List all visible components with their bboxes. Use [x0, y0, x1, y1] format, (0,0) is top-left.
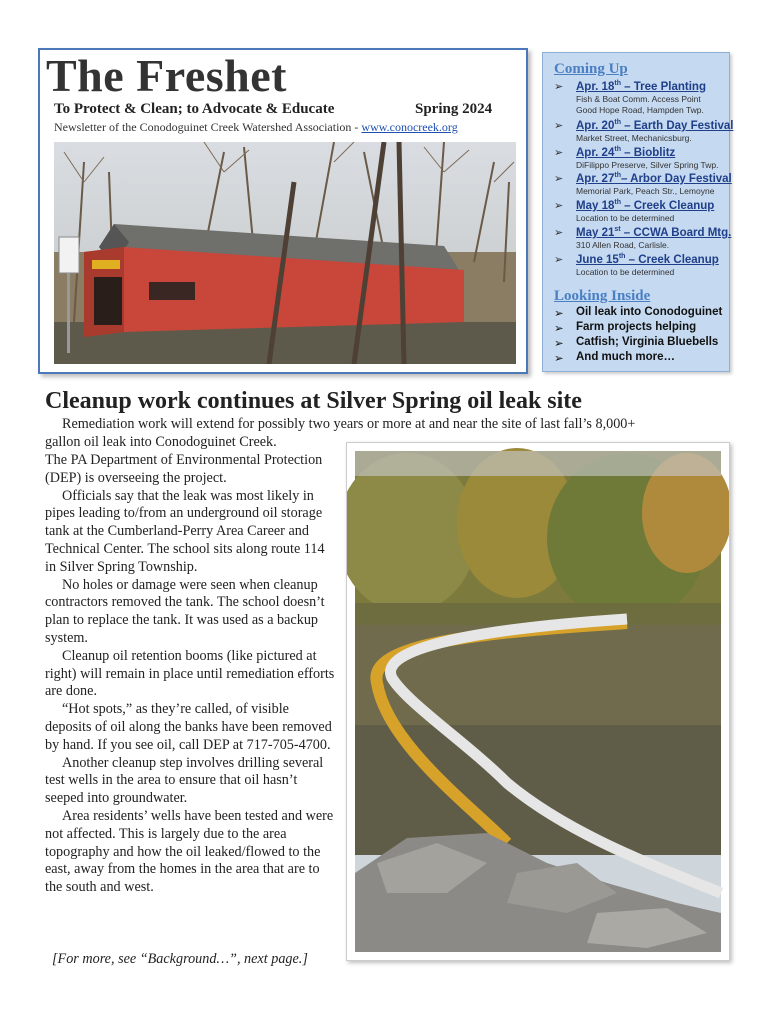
- arrow-bullet-icon: ➢: [554, 323, 564, 335]
- event-location: DiFilippo Preserve, Silver Spring Twp.: [576, 160, 719, 170]
- article-paragraph: The PA Department of Environmental Protection (DEP) is overseeing the project.: [45, 452, 323, 486]
- event-title: Apr. 20th – Earth Day Festival: [576, 119, 734, 132]
- looking-inside-heading: Looking Inside: [554, 288, 651, 304]
- arrow-bullet-icon: ➢: [554, 173, 564, 185]
- coming-up-heading: Coming Up: [554, 61, 628, 77]
- article-paragraph: Cleanup oil retention booms (like pictured at right) will remain in place until remediation efforts are done.: [45, 647, 335, 700]
- article-paragraph: Officials say that the leak was most likely in pipes leading to/from an underground oil storage tank at the Cumberland-Perry Area Career and Technical Center. The school sits along route 114 in Silver Spring Township.: [45, 487, 325, 575]
- covered-bridge-photo: [54, 142, 516, 364]
- subtitle: [54, 120, 458, 135]
- website-link[interactable]: www.conocreek.org: [361, 120, 458, 134]
- arrow-bullet-icon: ➢: [554, 308, 564, 320]
- event-title: Apr. 27th– Arbor Day Festival: [576, 172, 732, 185]
- event-title: Apr. 24th – Bioblitz: [576, 146, 676, 159]
- event-title: May 18th – Creek Cleanup: [576, 199, 715, 212]
- event-title: June 15th – Creek Cleanup: [576, 253, 719, 266]
- arrow-bullet-icon: ➢: [554, 338, 564, 350]
- sidebar-panel: Coming Up ➢ Apr. 18th – Tree Planting Fish & Boat Comm. Access Point Good Hope Road, Hampden Twp. ➢ Apr. 20th – Earth Day Festival Market Street, Mechanicsburg. ➢ Apr. 24th – Bioblitz DiFilippo Preserve, Silver Spring Twp. ➢ Apr. 27th– Arbor Day Festival Memorial Park, Peach Str., Lemoyne ➢ May 18th – Creek Cleanup Location to be determined ➢ May 21st – CCWA Board Mtg. 310 Allen Road, Carlisle. ➢ June 15th – Creek Cleanup Location to be determined Looking Inside ➢ Oil leak into Conodoguinet ➢ Farm projects helping ➢ Catfish; Virginia Bluebells ➢ And much more…: [542, 52, 730, 372]
- article-paragraph: No holes or damage were seen when cleanup contractors removed the tank. The school doesn’t plan to replace the tank. It was used as a backup system.: [45, 576, 325, 646]
- event-location: Memorial Park, Peach Str., Lemoyne: [576, 186, 715, 196]
- arrow-bullet-icon: ➢: [554, 120, 564, 132]
- arrow-bullet-icon: ➢: [554, 81, 564, 93]
- arrow-bullet-icon: ➢: [554, 353, 564, 365]
- event-location: Location to be determined: [576, 213, 675, 223]
- tagline: To Protect & Clean; to Advocate & Educate: [54, 101, 335, 117]
- subtitle-text: Newsletter of the Conodoguinet Creek Watershed Association -: [54, 120, 362, 134]
- arrow-bullet-icon: ➢: [554, 200, 564, 212]
- arrow-bullet-icon: ➢: [554, 254, 564, 266]
- article-lead-line: gallon oil leak into Conodoguinet Creek.: [45, 434, 277, 450]
- arrow-bullet-icon: ➢: [554, 227, 564, 239]
- event-location: Market Street, Mechanicsburg.: [576, 133, 692, 143]
- masthead: [38, 48, 528, 374]
- issue-season: Spring 2024: [415, 101, 493, 117]
- event-location: Location to be determined: [576, 267, 675, 277]
- article-headline: Cleanup work continues at Silver Spring oil leak site: [45, 388, 582, 414]
- arrow-bullet-icon: ➢: [554, 147, 564, 159]
- newsletter-title: The Freshet: [46, 50, 288, 101]
- article-paragraph: “Hot spots,” as they’re called, of visible deposits of oil along the banks have been removed by hand. If you see oil, call DEP at 717-705-4700.: [45, 701, 332, 753]
- event-title: May 21st – CCWA Board Mtg.: [576, 226, 732, 239]
- oil-retention-boom-photo: [346, 442, 730, 961]
- continued-note: [For more, see “Background…”, next page.]: [52, 951, 308, 967]
- event-location: 310 Allen Road, Carlisle.: [576, 240, 670, 250]
- event-title: Apr. 18th – Tree Planting: [576, 80, 706, 93]
- article-paragraph: Another cleanup step involves drilling several test wells in the area to ensure that oil hasn’t seeped into groundwater.: [45, 754, 324, 807]
- event-location: Fish & Boat Comm. Access Point Good Hope Road, Hampden Twp.: [576, 94, 704, 115]
- article-lead-line: Remediation work will extend for possibly two years or more at and near the site of last fall’s 8,000+: [62, 416, 636, 432]
- article-body: [45, 452, 335, 897]
- article-paragraph: Area residents’ wells have been tested and were not affected. This is largely due to the area topography and how the oil leaked/flowed to the east, away from the homes in the area that are to the south and west.: [45, 807, 334, 896]
